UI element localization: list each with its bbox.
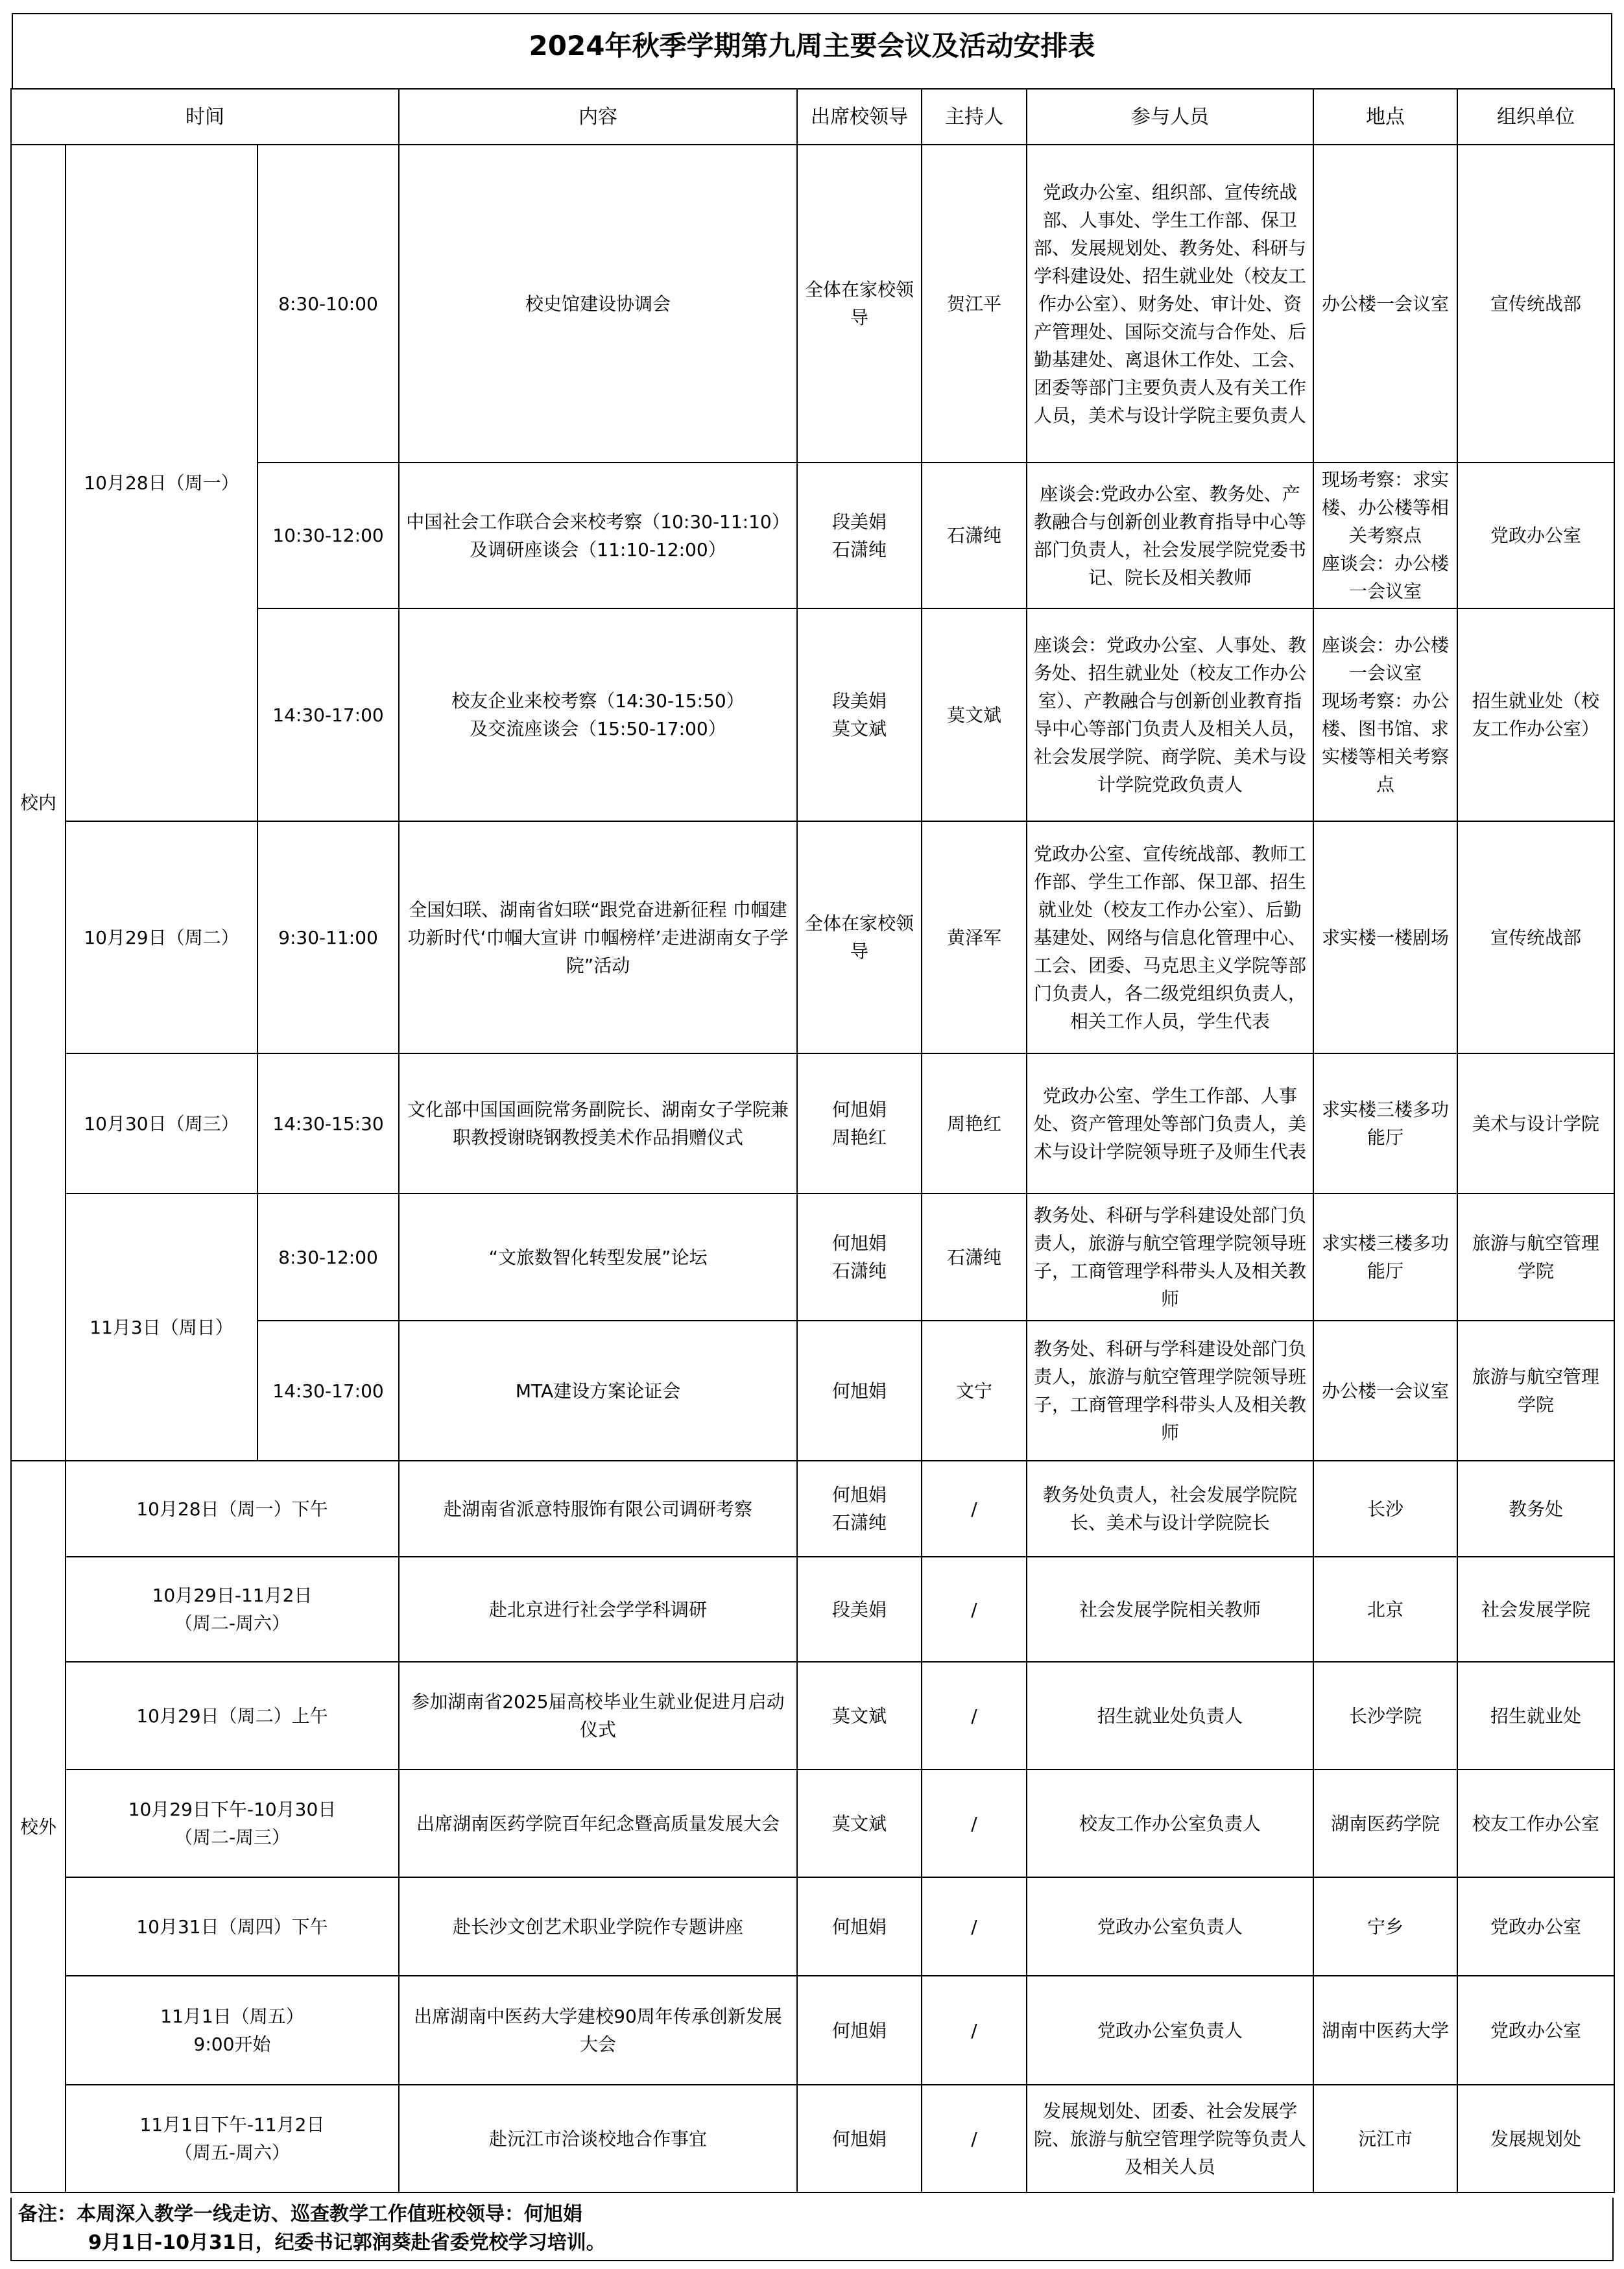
organizer-cell: 社会发展学院	[1457, 1557, 1614, 1662]
time-cell: 14:30-17:00	[257, 1321, 399, 1461]
time-cell: 8:30-12:00	[257, 1194, 399, 1321]
leader-cell: 何旭娟	[797, 1877, 922, 1976]
header-participants: 参与人员	[1027, 89, 1313, 145]
host-cell: /	[922, 1662, 1027, 1770]
leader-cell: 全体在家校领导	[797, 821, 922, 1053]
host-cell: 文宁	[922, 1321, 1027, 1461]
leader-cell: 莫文斌	[797, 1662, 922, 1770]
participants-cell: 党政办公室、学生工作部、人事处、资产管理处等部门负责人，美术与设计学院领导班子及师生代表	[1027, 1053, 1313, 1194]
host-cell: /	[922, 1557, 1027, 1662]
location-cell: 座谈会：办公楼一会议室 现场考察：办公楼、图书馆、求实楼等相关考察点	[1313, 608, 1457, 821]
table-row	[11, 1194, 1614, 1321]
date-cell: 11月3日（周日）	[66, 1194, 257, 1461]
table-row	[11, 1662, 1614, 1770]
organizer-cell: 宣传统战部	[1457, 145, 1614, 462]
participants-cell: 教务处负责人，社会发展学院院长、美术与设计学院院长	[1027, 1461, 1313, 1557]
organizer-cell: 旅游与航空管理学院	[1457, 1194, 1614, 1321]
time-cell: 10月28日（周一）下午	[66, 1461, 399, 1557]
leader-cell: 段美娟	[797, 1557, 922, 1662]
time-cell: 10月29日-11月2日 （周二-周六）	[66, 1557, 399, 1662]
table-row	[11, 1053, 1614, 1194]
table-row	[11, 821, 1614, 1053]
organizer-cell: 旅游与航空管理学院	[1457, 1321, 1614, 1461]
time-cell: 10月29日（周二）上午	[66, 1662, 399, 1770]
content-cell: 参加湖南省2025届高校毕业生就业促进月启动仪式	[399, 1662, 797, 1770]
location-cell: 长沙学院	[1313, 1662, 1457, 1770]
content-cell: 赴湖南省派意特服饰有限公司调研考察	[399, 1461, 797, 1557]
time-cell: 9:30-11:00	[257, 821, 399, 1053]
location-cell: 求实楼三楼多功能厅	[1313, 1194, 1457, 1321]
leader-cell: 何旭娟	[797, 1976, 922, 2085]
leader-cell: 莫文斌	[797, 1770, 922, 1877]
location-cell: 求实楼一楼剧场	[1313, 821, 1457, 1053]
time-cell: 10:30-12:00	[257, 462, 399, 608]
content-cell: 全国妇联、湖南省妇联“跟党奋进新征程 巾帼建功新时代‘巾帼大宣讲 巾帼榜样’走进湖南女子学院”活动	[399, 821, 797, 1053]
table-row	[11, 1770, 1614, 1877]
location-cell: 湖南医药学院	[1313, 1770, 1457, 1877]
organizer-cell: 党政办公室	[1457, 1976, 1614, 2085]
participants-cell: 教务处、科研与学科建设处部门负责人，旅游与航空管理学院领导班子，工商管理学科带头人及相关教师	[1027, 1194, 1313, 1321]
content-cell: 出席湖南中医药大学建校90周年传承创新发展大会	[399, 1976, 797, 2085]
time-cell: 11月1日下午-11月2日 （周五-周六）	[66, 2085, 399, 2192]
header-content: 内容	[399, 89, 797, 145]
leader-cell: 全体在家校领导	[797, 145, 922, 462]
remark-line-1: 备注：本周深入教学一线走访、巡查教学工作值班校领导：何旭娟	[18, 2203, 582, 2226]
participants-cell: 座谈会：党政办公室、人事处、教务处、招生就业处（校友工作办公室）、产教融合与创新创业教育指导中心等部门负责人及相关人员，社会发展学院、商学院、美术与设计学院党政负责人	[1027, 608, 1313, 821]
time-cell: 14:30-17:00	[257, 608, 399, 821]
organizer-cell: 招生就业处（校友工作办公室）	[1457, 608, 1614, 821]
location-cell: 宁乡	[1313, 1877, 1457, 1976]
time-cell: 14:30-15:30	[257, 1053, 399, 1194]
host-cell: 黄泽军	[922, 821, 1027, 1053]
leader-cell: 何旭娟	[797, 1321, 922, 1461]
location-cell: 求实楼三楼多功能厅	[1313, 1053, 1457, 1194]
header-leader: 出席校领导	[797, 89, 922, 145]
participants-cell: 党政办公室、组织部、宣传统战部、人事处、学生工作部、保卫部、发展规划处、教务处、科研与学科建设处、招生就业处（校友工作办公室）、财务处、审计处、资产管理处、国际交流与合作处、后勤基建处、离退休工作处、工会、团委等部门主要负责人及有关工作人员，美术与设计学院主要负责人	[1027, 145, 1313, 462]
organizer-cell: 宣传统战部	[1457, 821, 1614, 1053]
organizer-cell: 美术与设计学院	[1457, 1053, 1614, 1194]
leader-cell: 何旭娟 周艳红	[797, 1053, 922, 1194]
table-row	[11, 1557, 1614, 1662]
location-cell: 北京	[1313, 1557, 1457, 1662]
organizer-cell: 党政办公室	[1457, 462, 1614, 608]
organizer-cell: 招生就业处	[1457, 1662, 1614, 1770]
content-cell: 出席湖南医药学院百年纪念暨高质量发展大会	[399, 1770, 797, 1877]
host-cell: /	[922, 1770, 1027, 1877]
content-cell: 校友企业来校考察（14:30-15:50） 及交流座谈会（15:50-17:00）	[399, 608, 797, 821]
content-cell: 赴北京进行社会学学科调研	[399, 1557, 797, 1662]
header-time: 时间	[11, 89, 399, 145]
participants-cell: 校友工作办公室负责人	[1027, 1770, 1313, 1877]
organizer-cell: 教务处	[1457, 1461, 1614, 1557]
table-row	[11, 1877, 1614, 1976]
host-cell: 石潇纯	[922, 1194, 1027, 1321]
content-cell: 赴沅江市洽谈校地合作事宜	[399, 2085, 797, 2192]
content-cell: 文化部中国国画院常务副院长、湖南女子学院兼职教授谢晓钢教授美术作品捐赠仪式	[399, 1053, 797, 1194]
leader-cell: 何旭娟 石潇纯	[797, 1194, 922, 1321]
remark-line-2: 9月1日-10月31日，纪委书记郭润葵赴省委党校学习培训。	[88, 2231, 606, 2254]
participants-cell: 招生就业处负责人	[1027, 1662, 1313, 1770]
location-cell: 湖南中医药大学	[1313, 1976, 1457, 2085]
content-cell: 校史馆建设协调会	[399, 145, 797, 462]
table-row	[11, 145, 1614, 462]
table-row	[11, 1976, 1614, 2085]
participants-cell: 座谈会:党政办公室、教务处、产教融合与创新创业教育指导中心等部门负责人，社会发展学院党委书记、院长及相关教师	[1027, 462, 1313, 608]
host-cell: /	[922, 1976, 1027, 2085]
host-cell: 莫文斌	[922, 608, 1027, 821]
organizer-cell: 党政办公室	[1457, 1877, 1614, 1976]
date-cell: 10月30日（周三）	[66, 1053, 257, 1194]
participants-cell: 教务处、科研与学科建设处部门负责人，旅游与航空管理学院领导班子，工商管理学科带头人及相关教师	[1027, 1321, 1313, 1461]
location-cell: 现场考察：求实楼、办公楼等相关考察点 座谈会：办公楼一会议室	[1313, 462, 1457, 608]
header-row	[11, 89, 1614, 145]
schedule-table	[10, 88, 1615, 2193]
page-title: 2024年秋季学期第九周主要会议及活动安排表	[529, 30, 1095, 62]
location-cell: 办公楼一会议室	[1313, 1321, 1457, 1461]
header-host: 主持人	[922, 89, 1027, 145]
participants-cell: 发展规划处、团委、社会发展学院、旅游与航空管理学院等负责人及相关人员	[1027, 2085, 1313, 2192]
host-cell: 周艳红	[922, 1053, 1027, 1194]
location-cell: 长沙	[1313, 1461, 1457, 1557]
time-cell: 11月1日（周五） 9:00开始	[66, 1976, 399, 2085]
table-row	[11, 1461, 1614, 1557]
participants-cell: 社会发展学院相关教师	[1027, 1557, 1313, 1662]
host-cell: 石潇纯	[922, 462, 1027, 608]
content-cell: 赴长沙文创艺术职业学院作专题讲座	[399, 1877, 797, 1976]
table-row	[11, 2085, 1614, 2192]
header-location: 地点	[1313, 89, 1457, 145]
location-cell: 办公楼一会议室	[1313, 145, 1457, 462]
header-organizer: 组织单位	[1457, 89, 1614, 145]
participants-cell: 党政办公室负责人	[1027, 1877, 1313, 1976]
content-cell: “文旅数智化转型发展”论坛	[399, 1194, 797, 1321]
leader-cell: 段美娟 莫文斌	[797, 608, 922, 821]
date-cell: 10月29日（周二）	[66, 821, 257, 1053]
time-cell: 10月29日下午-10月30日 （周二-周三）	[66, 1770, 399, 1877]
content-cell: MTA建设方案论证会	[399, 1321, 797, 1461]
host-cell: 贺江平	[922, 145, 1027, 462]
host-cell: /	[922, 2085, 1027, 2192]
leader-cell: 何旭娟 石潇纯	[797, 1461, 922, 1557]
time-cell: 8:30-10:00	[257, 145, 399, 462]
leader-cell: 何旭娟	[797, 2085, 922, 2192]
content-cell: 中国社会工作联合会来校考察（10:30-11:10） 及调研座谈会（11:10-12:00）	[399, 462, 797, 608]
host-cell: /	[922, 1461, 1027, 1557]
organizer-cell: 发展规划处	[1457, 2085, 1614, 2192]
participants-cell: 党政办公室、宣传统战部、教师工作部、学生工作部、保卫部、招生就业处（校友工作办公室）、后勤基建处、网络与信息化管理中心、工会、团委、马克思主义学院等部门负责人，各二级党组织负责人，相关工作人员，学生代表	[1027, 821, 1313, 1053]
leader-cell: 段美娟 石潇纯	[797, 462, 922, 608]
date-cell: 10月28日（周一）	[66, 145, 257, 821]
remarks	[10, 2198, 1614, 2261]
participants-cell: 党政办公室负责人	[1027, 1976, 1313, 2085]
host-cell: /	[922, 1877, 1027, 1976]
section-label-campus-out: 校外	[11, 1461, 66, 2192]
organizer-cell: 校友工作办公室	[1457, 1770, 1614, 1877]
section-label-campus-in: 校内	[11, 145, 66, 1461]
location-cell: 沅江市	[1313, 2085, 1457, 2192]
time-cell: 10月31日（周四）下午	[66, 1877, 399, 1976]
